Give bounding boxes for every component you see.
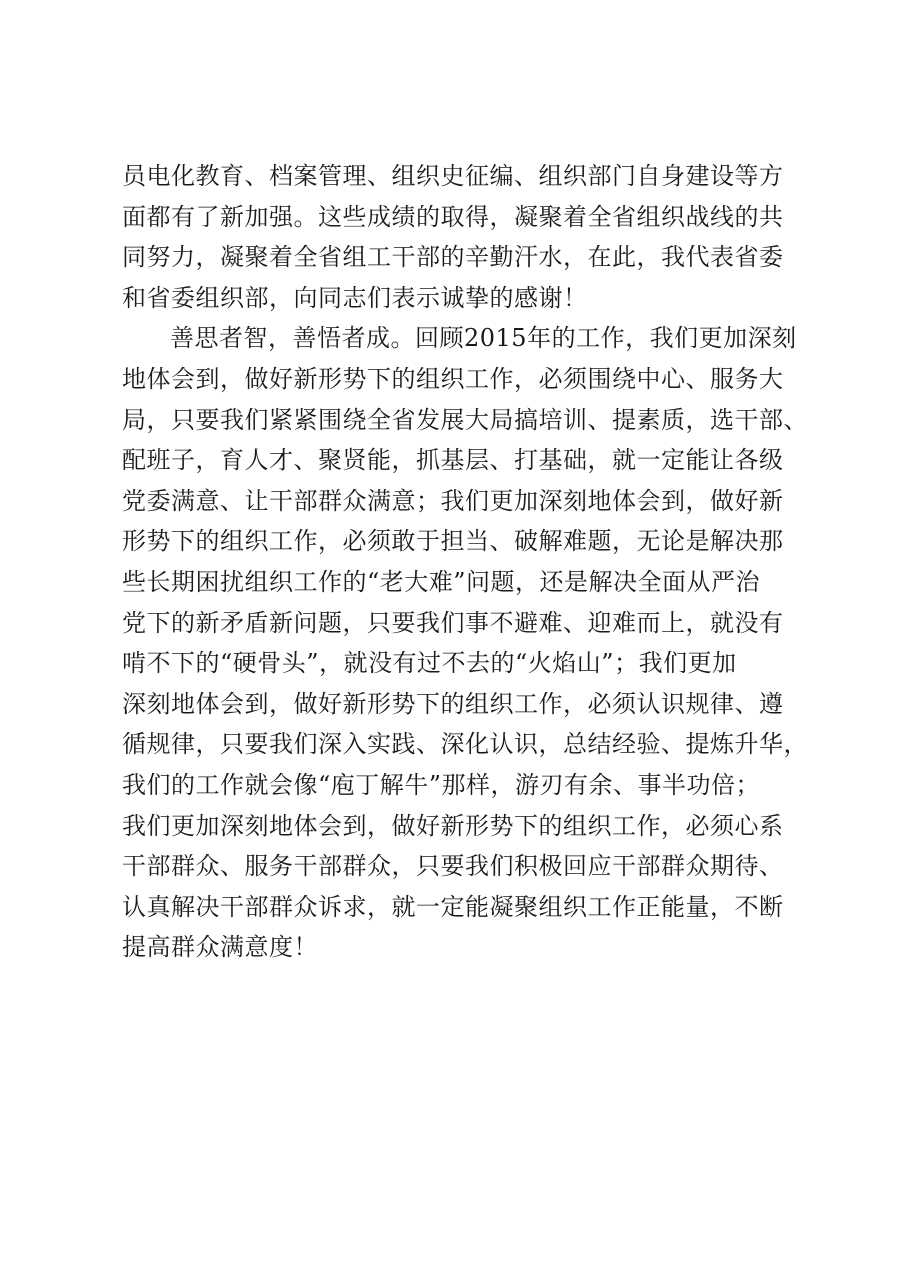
text-line: 我们的工作就会像“庖丁解牛”那样，游刃有余、事半功倍；	[122, 770, 761, 799]
text-line: 我们更加深刻地体会到，做好新形势下的组织工作，必须心系	[122, 811, 784, 840]
text-line: 同努力，凝聚着全省组工干部的辛勤汗水，在此，我代表省委	[122, 243, 784, 272]
text-line: 些长期困扰组织工作的“老大难”问题，还是解决全面从严治	[122, 567, 761, 596]
text-line: 认真解决干部群众诉求，就一定能凝聚组织工作正能量，不断	[122, 892, 784, 921]
text-line: 配班子，育人才、聚贤能，抓基层、打基础，就一定能让各级	[122, 446, 784, 475]
paragraph-first-line: 善思者智，善悟者成。回顾2015年的工作，我们更加深刻	[170, 324, 797, 353]
text-line: 面都有了新加强。这些成绩的取得，凝聚着全省组织战线的共	[122, 202, 784, 231]
text-line: 党下的新矛盾新问题，只要我们事不避难、迎难而上，就没有	[122, 608, 784, 637]
text-line: 啃不下的“硬骨头”，就没有过不去的“火焰山”；我们更加	[122, 649, 737, 678]
text-line: 循规律，只要我们深入实践、深化认识，总结经验、提炼升华，	[122, 730, 808, 759]
text-line: 形势下的组织工作，必须敢于担当、破解难题，无论是解决那	[122, 527, 784, 556]
text-line: 党委满意、让干部群众满意；我们更加深刻地体会到，做好新	[122, 486, 784, 515]
text-line: 地体会到，做好新形势下的组织工作，必须围绕中心、服务大	[122, 364, 784, 393]
document-body	[122, 156, 808, 968]
text-line: 和省委组织部，向同志们表示诚挚的感谢！	[122, 283, 588, 312]
text-line: 提高群众满意度！	[122, 933, 318, 962]
text-line: 深刻地体会到，做好新形势下的组织工作，必须认识规律、遵	[122, 689, 784, 718]
text-line: 员电化教育、档案管理、组织史征编、组织部门自身建设等方	[122, 162, 784, 190]
text-line: 干部群众、服务干部群众，只要我们积极回应干部群众期待、	[122, 852, 784, 881]
text-line: 局，只要我们紧紧围绕全省发展大局搞培训、提素质，选干部、	[122, 405, 808, 434]
